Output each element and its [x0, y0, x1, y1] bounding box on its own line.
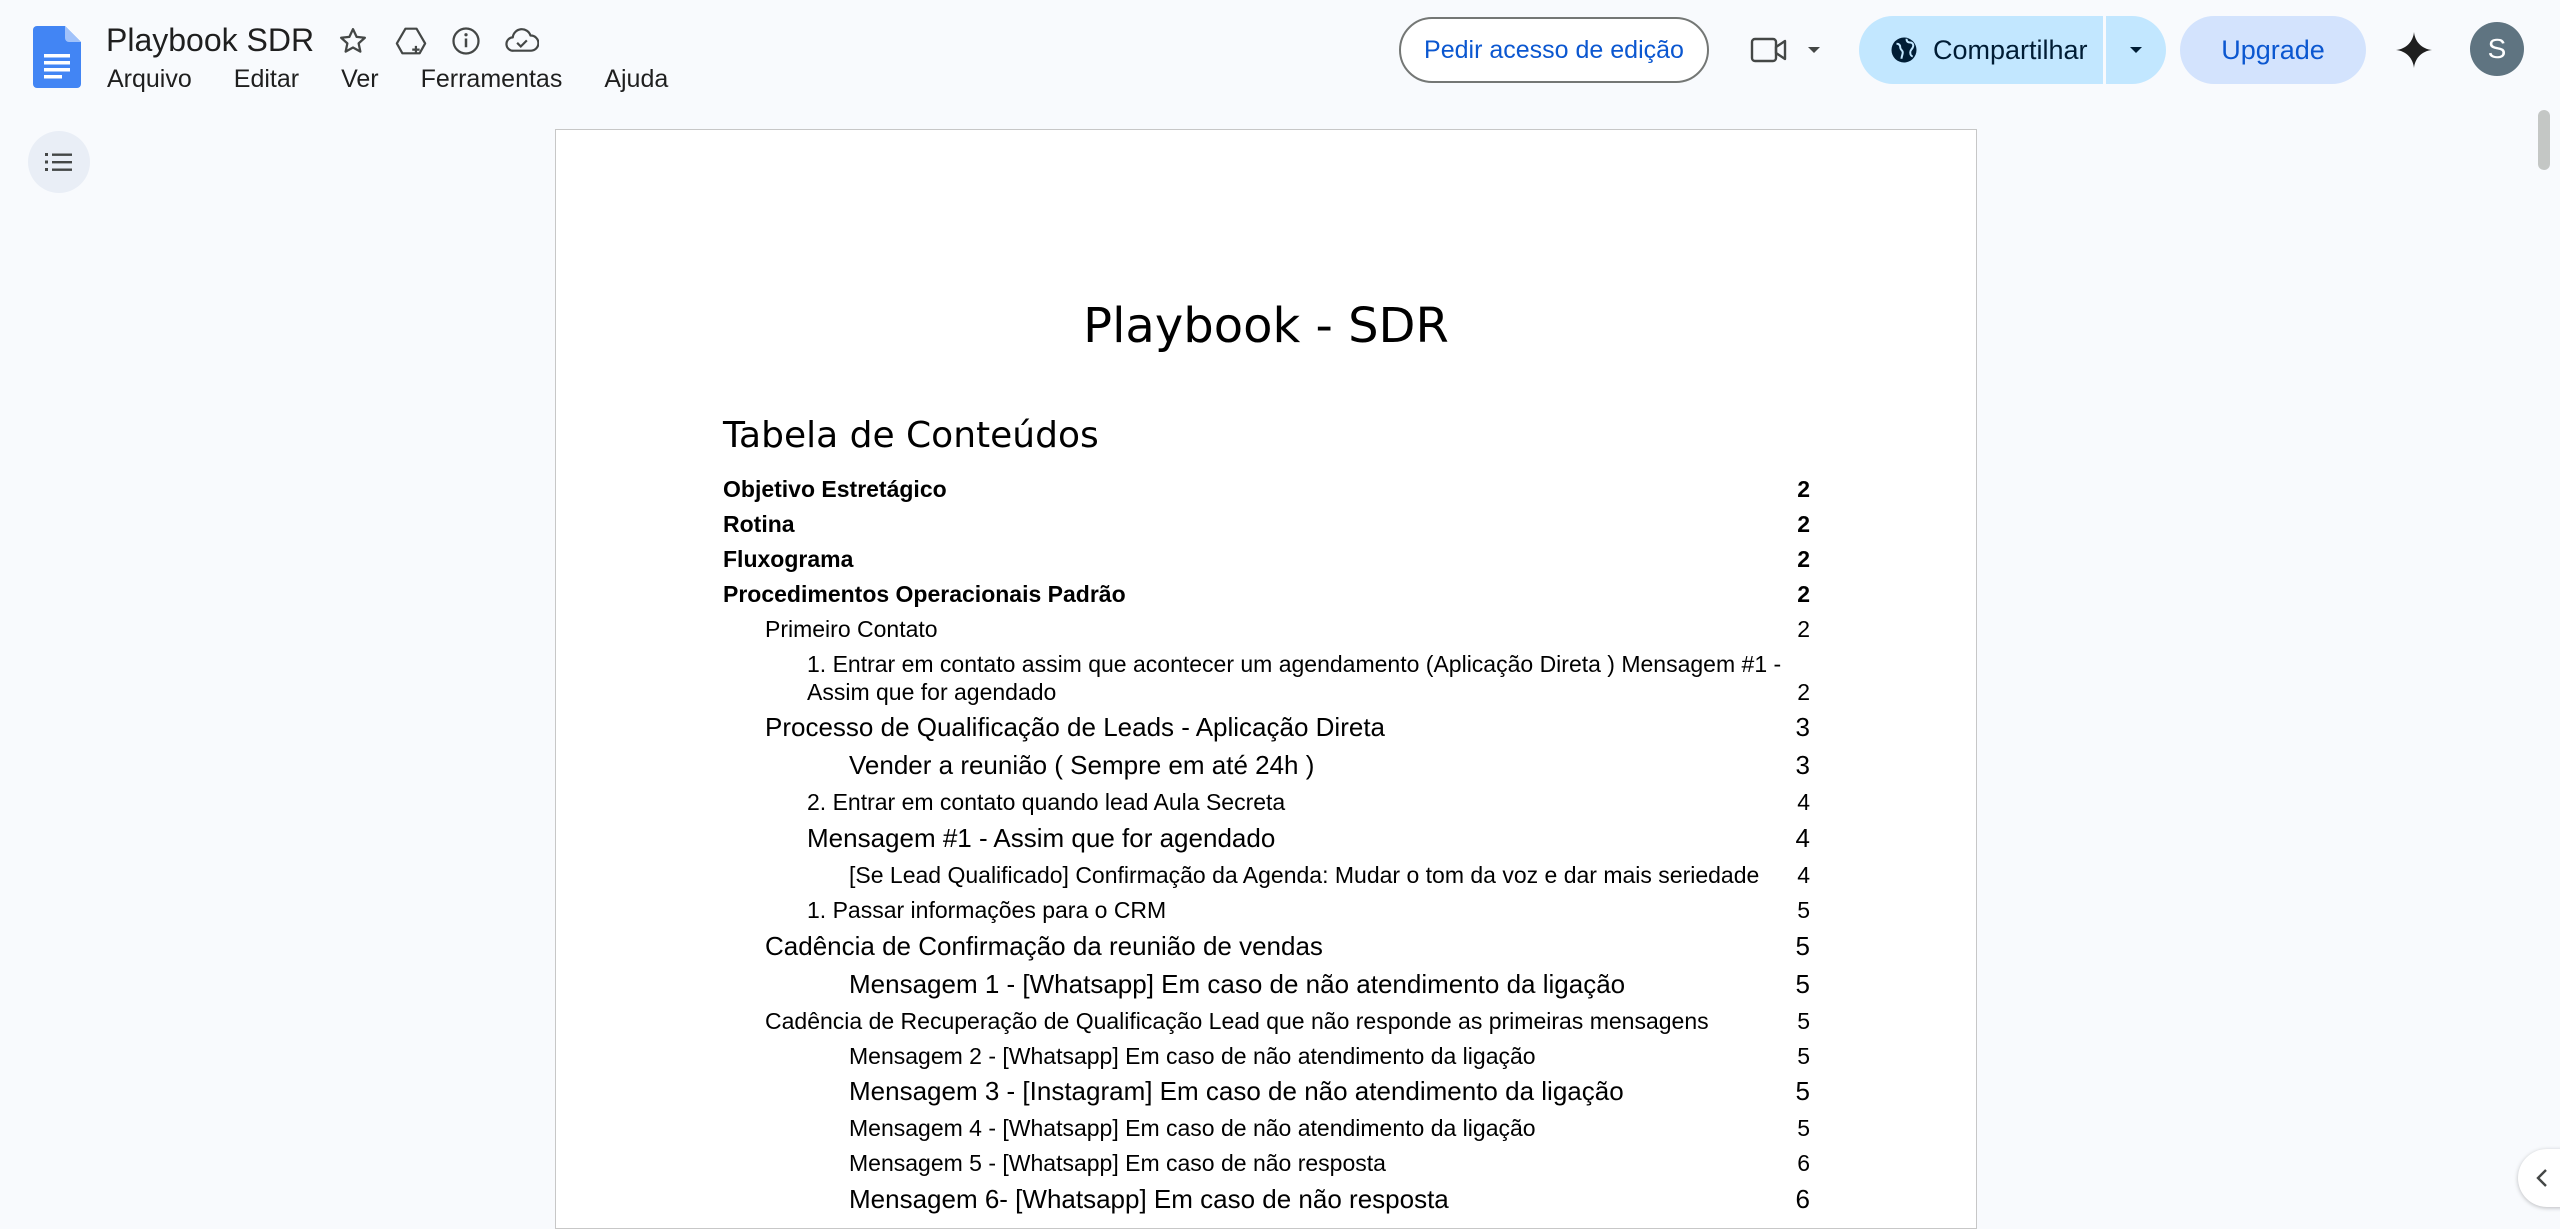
share-dropdown-button[interactable] [2106, 16, 2166, 84]
toc-title: Tabela de Conteúdos [723, 415, 1099, 456]
video-camera-icon [1744, 30, 1834, 70]
share-button[interactable] [1859, 16, 2103, 84]
request-edit-access-button[interactable]: Pedir acesso de edição [1399, 17, 1709, 83]
move-to-drive-icon[interactable] [392, 22, 430, 60]
menu-ferramentas[interactable]: Ferramentas [420, 65, 563, 93]
side-panel-toggle[interactable] [2518, 1149, 2560, 1207]
menu-ver[interactable]: Ver [341, 65, 379, 93]
caret-down-icon [2126, 40, 2146, 60]
globe-icon [1889, 35, 1919, 65]
menu-bar [107, 62, 710, 96]
menu-arquivo[interactable]: Arquivo [107, 65, 192, 93]
document-page[interactable]: Playbook - SDR Tabela de Conteúdos Objetivo Estretágico 2 Rotina 2 Fluxograma 2 Procedimentos Operacionais Padrão 2 Primeiro Contato 2 1. Entrar em contato assim que acontecer um agendamento (Aplicação Direta ) Mensagem #1 - Assim que for agendado 2 Processo de Qualificação de Leads - Aplicação Direta 3 Vender a reunião ( Sempre em até 24h ) 3 2. Entrar em contato quando lead Aula Secreta 4 Mensagem #1 - Assim que for agendado 4 [Se Lead Qualificado] Confirmação da Agenda: Mudar o tom da voz e dar mais seriedade 4 1. Passar informações para o CRM 5 Cadência de Confirmação da reunião de vendas 5 Mensagem 1 - [Whatsapp] Em caso de não atendimento da ligação 5 Cadência de Recuperação de Qualificação Lead que não responde as primeiras mensagens 5 Mensagem 2 - [Whatsapp] Em caso de não atendimento da ligação 5 Mensagem 3 - [Instagram] Em caso de não atendimento da ligação 5 Mensagem 4 - [Whatsapp] Em caso de não atendimento da ligação 5 Mensagem 5 - [Whatsapp] Em caso de não resposta 6 Mensagem 6- [Whatsapp] Em caso de não resposta 6 [555, 129, 1977, 1229]
gemini-sparkle-icon[interactable] [2394, 30, 2434, 70]
vertical-scrollbar-thumb[interactable] [2538, 110, 2550, 170]
menu-ajuda[interactable]: Ajuda [604, 65, 669, 93]
share-label: Compartilhar [1933, 34, 2088, 65]
document-outline-button[interactable] [28, 131, 90, 193]
chevron-left-icon [2532, 1166, 2552, 1190]
info-icon[interactable] [447, 22, 485, 60]
upgrade-button[interactable]: Upgrade [2180, 16, 2366, 84]
account-avatar[interactable]: S [2470, 22, 2524, 76]
document-title[interactable]: Playbook SDR [106, 22, 315, 58]
cloud-saved-icon[interactable] [503, 22, 541, 60]
menu-editar[interactable]: Editar [233, 65, 300, 93]
docs-logo-icon[interactable] [33, 26, 81, 88]
star-icon[interactable] [334, 22, 372, 60]
top-bar [0, 0, 2560, 106]
document-heading: Playbook - SDR [1083, 298, 1449, 354]
meet-button[interactable] [1744, 30, 1834, 70]
outline-list-icon [44, 150, 74, 174]
